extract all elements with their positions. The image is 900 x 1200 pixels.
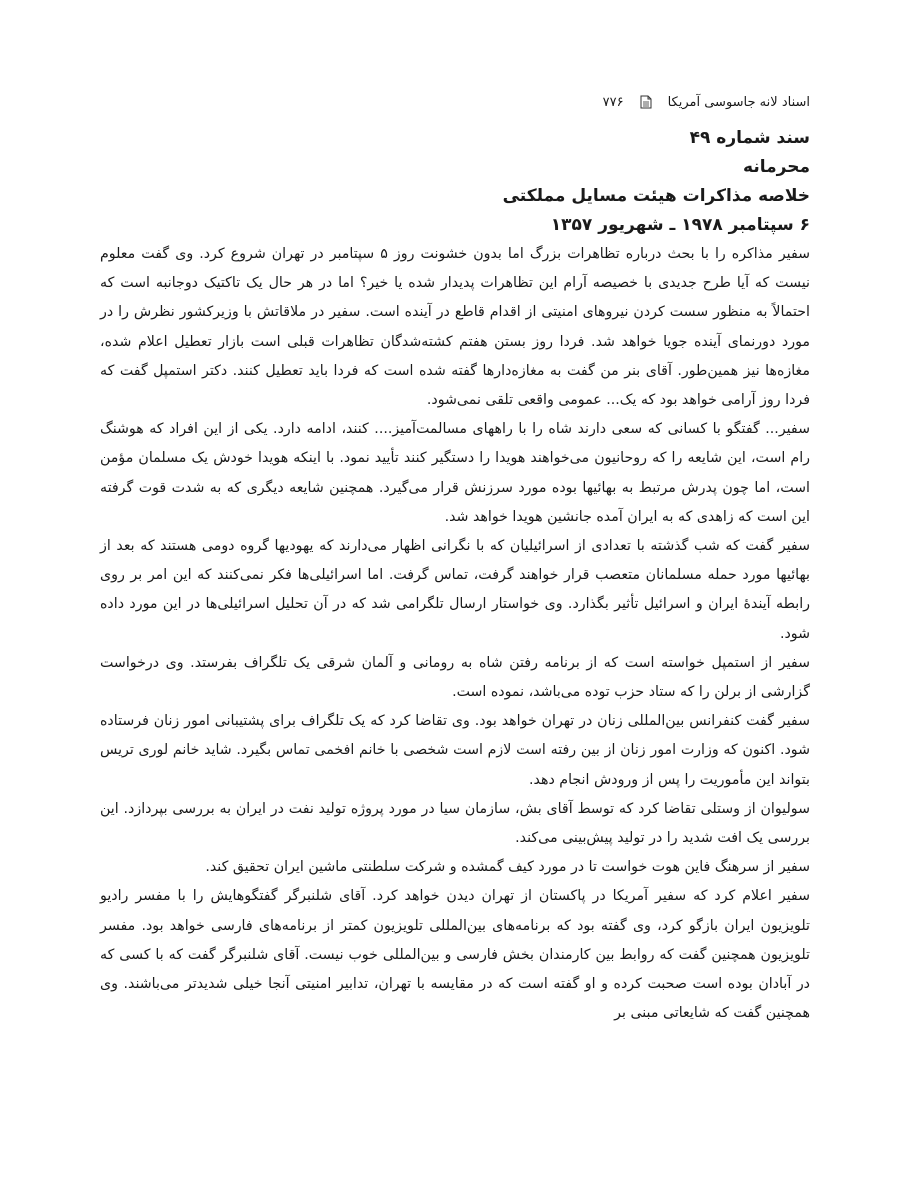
paragraph: سفیر گفت کنفرانس بین‌المللی زنان در تهران خواهد بود. وی تقاضا کرد که یک تلگراف برای پشتیبانی امور زنان فرستاده شود. اکنون که وزارت امور زنان از بین رفته است لازم است شخصی با خانم افخمی تماس بگیرد. شاید خانم لوری تریس بتواند این مأموریت را پس از ورودش انجام دهد. xyxy=(100,713,810,788)
classification-label: محرمانه xyxy=(743,157,810,177)
document-subject: خلاصه مذاکرات هیئت مسایل مملکتی xyxy=(502,186,810,206)
document-body xyxy=(100,240,810,1028)
paragraph: سفیر گفت که شب گذشته با تعدادی از اسرائیلیان که با نگرانی اظهار می‌دارند که یهودیها گروه دومی هستند که بعد از بهائیها مورد حمله مسلمانان متعصب قرار خواهند گرفت، تماس گرفت. اما اسرائیلی‌ها فکر نمی‌کنند که این امر بر روی رابطه آیندهٔ ایران و اسرائیل تأثیر بگذارد. وی خواستار ارسال تلگرامی شد که در آن تحلیل اسرائیلی‌ها در این مورد داده شود. xyxy=(100,538,810,642)
paragraph: سفیر... گفتگو با کسانی که سعی دارند شاه را با راههای مسالمت‌آمیز.... کنند، ادامه دارد. یکی از این افراد که هوشنگ رام است، این شایعه را که روحانیون می‌خواهند هویدا را دستگیر کنند تأیید نمود. با اینکه هویدا خودش یک مسلمان مؤمن است، اما چون پدرش مرتبط به بهائیها بوده مورد سرزنش قرار می‌گیرد. همچنین شایعه دیگری که به شدت قوت گرفته این است که زاهدی که به ایران آمده جانشین هویدا خواهد شد. xyxy=(100,421,810,525)
paragraph: سفیر اعلام کرد که سفیر آمریکا در پاکستان از تهران دیدن خواهد کرد. آقای شلنبرگر گفتگوهایش را با مفسر رادیو تلویزیون ایران بازگو کرد، وی گفته بود که برنامه‌های بین‌المللی تلویزیون کمتر از برنامه‌های فارسی خواهد بود. مفسر تلویزیون همچنین گفت که روابط بین کارمندان بخش فارسی و بین‌المللی خوب نیست. آقای شلنبرگر گفت که با کسی که در آبادان بوده است صحبت کرده و او گفته است که در مقایسه با تهران، تدابیر امنیتی آنجا خیلی شدیدتر می‌باشند. وی همچنین گفت که شایعاتی مبنی بر xyxy=(100,888,810,1022)
document-page xyxy=(100,90,810,1028)
document-date: ۶ سپتامبر ۱۹۷۸ ـ شهریور ۱۳۵۷ xyxy=(550,215,810,235)
paragraph: سفیر از استمپل خواسته است که از برنامه رفتن شاه به رومانی و آلمان شرقی یک تلگراف بفرستد. وی درخواست گزارشی از برلن را که ستاد حزب توده می‌باشد، نموده است. xyxy=(100,654,810,701)
paragraph: سفیر از سرهنگ فاین هوت خواست تا در مورد کیف گمشده و شرکت سلطنتی ماشین ایران تحقیق کند. xyxy=(205,859,810,876)
paragraph: سولیوان از وستلی تقاضا کرد که توسط آقای بش، سازمان سیا در مورد پروژه تولید نفت در ایران به بررسی بپردازد. این بررسی یک افت شدید را در تولید پیش‌بینی می‌کند. xyxy=(100,800,810,847)
paragraph: سفیر مذاکره را با بحث درباره تظاهرات بزرگ اما بدون خشونت روز ۵ سپتامبر در تهران شروع کرد. وی گفت معلوم نیست که آیا طرح جدیدی با خصیصه آرام این تظاهرات پدیدار شده یا خیر؟ اما در هر حال یک تاکتیک دوجانبه است که احتمالاً به منظور سست کردن نیروهای امنیتی از اقدام قاطع در آینده است. سفیر در ملاقاتش با وزیرکشور نظرش را در مورد دورنمای آینده جویا خواهد شد. فردا روز بستن هفتم کشته‌شدگان تظاهرات قبلی است بازار تعطیل اعلام شده، مغازه‌ها نیز همین‌طور. آقای بنر من گفت به مغازه‌دارها گفته شده است که فردا باید تعطیل کنند. دکتر استمپل گفت که فردا روز آرامی خواهد بود که یک... عمومی واقعی تلقی نمی‌شود. xyxy=(100,246,811,409)
doc-number: سند شماره ۴۹ xyxy=(689,128,810,148)
document-heading xyxy=(100,124,810,240)
page-number: ۷۷۶ xyxy=(602,94,624,110)
header-title: اسناد لانه جاسوسی آمریکا xyxy=(667,94,810,110)
document-icon xyxy=(640,95,652,109)
running-header xyxy=(100,90,810,114)
